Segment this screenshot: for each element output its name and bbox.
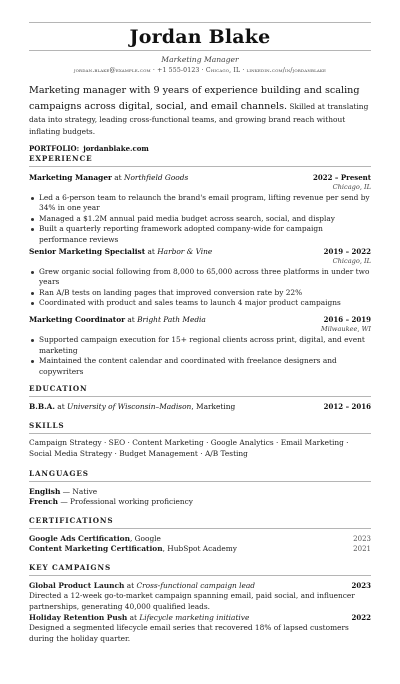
section-divider	[29, 433, 371, 434]
campaign-at: at	[124, 580, 137, 590]
campaign-description: Designed a segmented lifecycle email series that recovered 18% of lapsed customers during the holiday quarter.	[29, 623, 349, 643]
campaign-at: at	[127, 612, 140, 622]
portfolio-link[interactable]: jordanblake.com	[83, 143, 149, 153]
job-role: Senior Marketing Specialist	[29, 246, 146, 256]
language-item	[29, 487, 371, 498]
certification-name: Content Marketing Certification	[29, 544, 163, 554]
job-bullet: Built a quarterly reporting framework adopted company-wide for campaign performance reviews	[39, 224, 371, 245]
job-location: Milwaukee, WI	[320, 324, 371, 333]
job-at: at	[145, 246, 158, 256]
job-role: Marketing Manager	[29, 172, 112, 182]
campaign-year: 2022	[351, 612, 371, 622]
experience-entry	[29, 173, 371, 246]
section-heading-skills: SKILLS	[29, 421, 65, 431]
job-bullets	[29, 193, 371, 246]
job-bullets	[29, 335, 371, 377]
campaign-name: Global Product Launch	[29, 580, 125, 590]
certification-year: 2023	[353, 534, 371, 543]
job-company: Northfield Goods	[124, 172, 189, 182]
certification-item	[29, 534, 371, 545]
job-company: Harbor & Vine	[157, 246, 213, 256]
job-at: at	[125, 314, 138, 324]
campaign-header	[29, 613, 371, 624]
candidate-name: Jordan Blake	[129, 26, 271, 48]
top-divider	[29, 22, 371, 23]
campaign-name: Holiday Retention Push	[29, 612, 128, 622]
job-bullet: Ran A/B tests on landing pages that improved conversion rate by 22%	[39, 288, 371, 299]
certification-issuer: , HubSpot Academy	[162, 544, 237, 554]
job-bullet: Grew organic social following from 8,000 to 65,000 across three platforms in under two years	[39, 266, 370, 287]
summary	[29, 83, 371, 139]
job-dates: 2016 – 2019	[323, 314, 371, 324]
education-dates: 2012 – 2016	[323, 402, 371, 412]
job-bullet: Supported campaign execution for 15+ regional clients across print, digital, and event marketing	[39, 335, 371, 356]
job-header	[29, 173, 371, 183]
section-heading-languages: LANGUAGES	[29, 468, 89, 478]
experience-entry	[29, 315, 371, 377]
section-divider	[29, 481, 371, 482]
certification-year: 2021	[353, 545, 371, 554]
job-header	[29, 315, 371, 325]
portfolio-label: PORTFOLIO:	[29, 143, 80, 153]
contact-separator: ·	[240, 67, 247, 74]
summary-rest: Skilled at translating data into strategy, leading cross-functional teams, and growing brand reach without inflating budgets.	[29, 101, 369, 137]
job-bullets	[29, 267, 371, 309]
language-item	[29, 497, 371, 508]
contact-email[interactable]: jordan.blake@example.com	[73, 67, 151, 74]
job-dates: 2022 – Present	[313, 172, 371, 182]
job-at: at	[111, 172, 124, 182]
job-bullet: Maintained the content calendar and coordinated with freelance designers and copywriters	[39, 356, 371, 377]
contact-separator: ·	[150, 67, 158, 74]
language-name: English	[29, 486, 61, 496]
section-heading-education: EDUCATION	[29, 384, 88, 394]
skills-list: Campaign Strategy · SEO · Content Marketing · Google Analytics · Email Marketing · Social Media Strategy · Budget Management · A/B Testing	[29, 438, 349, 458]
school: University of Wisconsin–Madison	[67, 402, 192, 412]
language-level: — Native	[60, 486, 98, 496]
certification-issuer: , Google	[129, 533, 161, 543]
job-dates: 2019 – 2022	[323, 246, 371, 256]
experience-entry	[29, 247, 371, 309]
campaign-context: Cross-functional campaign lead	[136, 580, 256, 590]
contact-line	[29, 67, 371, 75]
job-bullet: Coordinated with product and sales teams to launch 4 major product campaigns	[39, 298, 371, 309]
name-divider	[29, 50, 371, 51]
job-company: Bright Path Media	[137, 314, 206, 324]
section-divider	[29, 166, 371, 167]
job-location: Chicago, IL	[332, 182, 371, 191]
contact-phone: +1 555-0123	[157, 67, 200, 74]
certification-item	[29, 544, 371, 555]
section-divider	[29, 396, 371, 397]
campaign-context: Lifecycle marketing initiative	[139, 612, 250, 622]
field-of-study: , Marketing	[191, 402, 236, 412]
contact-location: Chicago, IL	[205, 67, 241, 74]
section-divider	[29, 528, 371, 529]
section-heading-certifications: CERTIFICATIONS	[29, 515, 114, 525]
job-location: Chicago, IL	[332, 256, 371, 265]
resume-page	[0, 22, 400, 684]
job-bullet: Managed a $1.2M annual paid media budget across search, social, and display	[39, 214, 371, 225]
campaign-description: Directed a 12-week go-to-market campaign spanning email, paid social, and influencer partnerships, generating 40,000 qualified leads.	[29, 591, 355, 612]
summary-lead: Marketing manager with 9 years of experience building and scaling campaigns across digital, social, and email channels.	[29, 85, 360, 112]
section-heading-campaigns: KEY CAMPAIGNS	[29, 562, 112, 572]
section-divider	[29, 575, 371, 576]
education-at: at	[54, 402, 68, 412]
campaign-header	[29, 581, 371, 592]
contact-linkedin[interactable]: linkedin.com/in/jordanblake	[246, 67, 327, 74]
campaign-year: 2023	[351, 580, 371, 590]
section-heading-experience: EXPERIENCE	[29, 153, 93, 163]
contact-separator: ·	[199, 67, 206, 74]
job-role: Marketing Coordinator	[29, 314, 126, 324]
education-entry	[29, 402, 371, 412]
job-header	[29, 247, 371, 257]
language-name: French	[29, 497, 58, 507]
portfolio-line	[29, 144, 371, 154]
job-title: Marketing Manager	[161, 55, 239, 64]
job-bullet: Led a 6-person team to relaunch the brand's email program, lifting revenue per send by 34% in one year	[39, 192, 370, 213]
degree: B.B.A.	[29, 402, 55, 412]
language-level: — Professional working proficiency	[57, 497, 193, 507]
certification-name: Google Ads Certification	[29, 533, 130, 543]
